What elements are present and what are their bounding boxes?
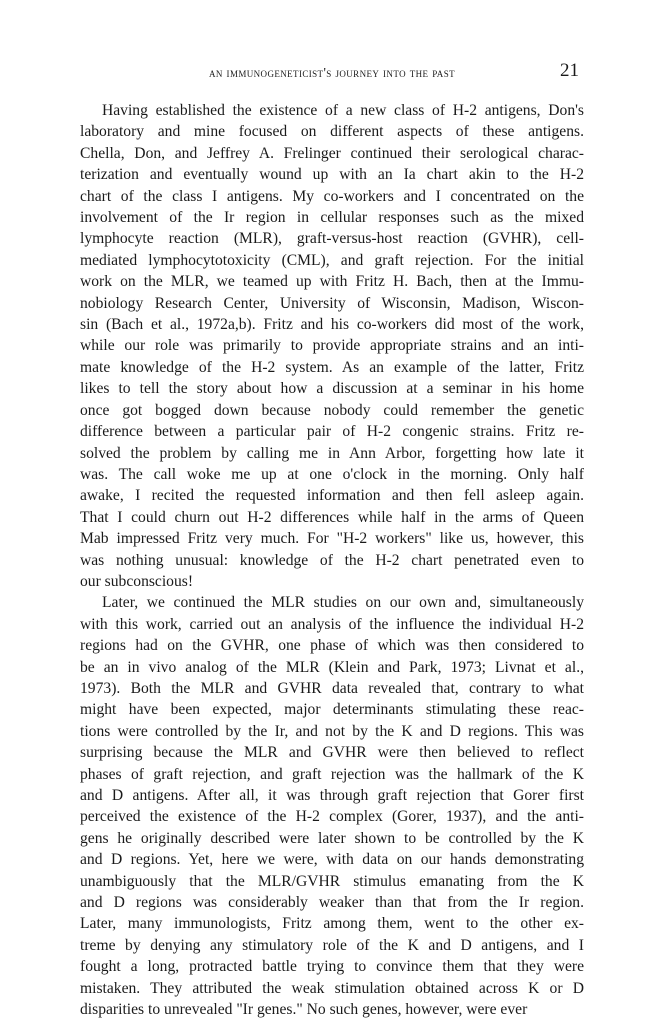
text-line: nobiology Research Center, University of Wisconsin, Madison, Wiscon- (80, 294, 584, 312)
text-line: involvement of the Ir region in cellular responses such as the mixed (80, 209, 584, 227)
text-line: That I could churn out H-2 differences while half in the arms of Queen (80, 508, 584, 526)
running-head: an immunogeneticist's journey into the past (208, 65, 455, 80)
paragraph-2 (80, 592, 584, 1020)
text-line: solved the problem by calling me in Ann Arbor, forgetting how late it (80, 444, 584, 462)
text-line: sin (Bach et al., 1972a,b). Fritz and his co-workers did most of the work, (80, 316, 584, 334)
text-line: was. The call woke me up at one o'clock in the morning. Only half (80, 465, 584, 483)
text-line: tions were controlled by the Ir, and not by the K and D regions. This was (80, 722, 584, 740)
text-line: chart of the class I antigens. My co-workers and I concentrated on the (80, 187, 584, 205)
paragraph-1 (80, 100, 584, 592)
text-line: was nothing unusual: knowledge of the H-2 chart penetrated even to (80, 551, 584, 569)
text-line: and D antigens. After all, it was through graft rejection that Gorer first (80, 787, 584, 804)
text-line: perceived the existence of the H-2 complex (Gorer, 1937), and the anti- (80, 808, 584, 826)
page-number: 21 (560, 60, 579, 81)
text-line: our subconscious! (80, 572, 194, 590)
text-line: mediated lymphocytotoxicity (CML), and graft rejection. For the initial (80, 251, 584, 269)
text-line: phases of graft rejection, and graft rejection was the hallmark of the K (80, 765, 584, 783)
text-line: surprising because the MLR and GVHR were then believed to reflect (80, 744, 584, 762)
text-line: might have been expected, major determinants stimulating these reac- (80, 701, 584, 719)
text-line: treme by denying any stimulatory role of the K and D antigens, and I (80, 936, 584, 954)
text-line: likes to tell the story about how a discussion at a seminar in his home (80, 380, 584, 398)
text-line: disparities to unrevealed "Ir genes." No such genes, however, were ever (80, 1001, 528, 1019)
text-line: mistaken. They attributed the weak stimulation obtained across K or D (80, 979, 584, 997)
text-line: work on the MLR, we teamed up with Fritz H. Bach, then at the Immu- (80, 273, 584, 291)
text-line: Later, we continued the MLR studies on our own and, simultaneously (102, 594, 584, 612)
text-line: Mab impressed Fritz very much. For "H-2 workers" like us, however, this (80, 530, 584, 548)
text-line: and D regions. Yet, here we were, with data on our hands demonstrating (80, 851, 584, 869)
text-line: and D regions was considerably weaker than that from the Ir region. (80, 894, 584, 912)
text-line: difference between a particular pair of H-2 congenic strains. Fritz re- (80, 423, 584, 441)
text-line: unambiguously that the MLR/GVHR stimulus emanating from the K (80, 872, 584, 890)
text-line: terization and eventually wound up with an Ia chart akin to the H-2 (80, 166, 584, 184)
body-text (80, 100, 584, 1020)
text-line: 1973). Both the MLR and GVHR data revealed that, contrary to what (80, 679, 584, 697)
text-line: while our role was primarily to provide appropriate strains and an inti- (80, 337, 584, 355)
text-line: Chella, Don, and Jeffrey A. Frelinger continued their serological charac- (80, 144, 584, 162)
text-line: mate knowledge of the H-2 system. As an example of the latter, Fritz (80, 358, 584, 376)
text-line: once got bogged down because nobody could remember the genetic (80, 401, 584, 419)
text-line: awake, I recited the requested information and then fell asleep again. (80, 487, 584, 505)
text-line: regions had on the GVHR, one phase of which was then considered to (80, 637, 584, 655)
text-line: laboratory and mine focused on different aspects of these antigens. (80, 123, 584, 141)
text-line: lymphocyte reaction (MLR), graft-versus-host reaction (GVHR), cell- (80, 230, 584, 248)
text-line: Having established the existence of a new class of H-2 antigens, Don's (102, 102, 584, 119)
text-line: be an in vivo analog of the MLR (Klein and Park, 1973; Livnat et al., (80, 658, 584, 676)
text-line: Later, many immunologists, Fritz among them, went to the other ex- (80, 915, 584, 933)
text-line: fought a long, protracted battle trying to convince them that they were (80, 958, 584, 976)
text-line: with this work, carried out an analysis of the influence the individual H-2 (80, 615, 584, 633)
text-line: gens he originally described were later shown to be controlled by the K (80, 829, 584, 847)
